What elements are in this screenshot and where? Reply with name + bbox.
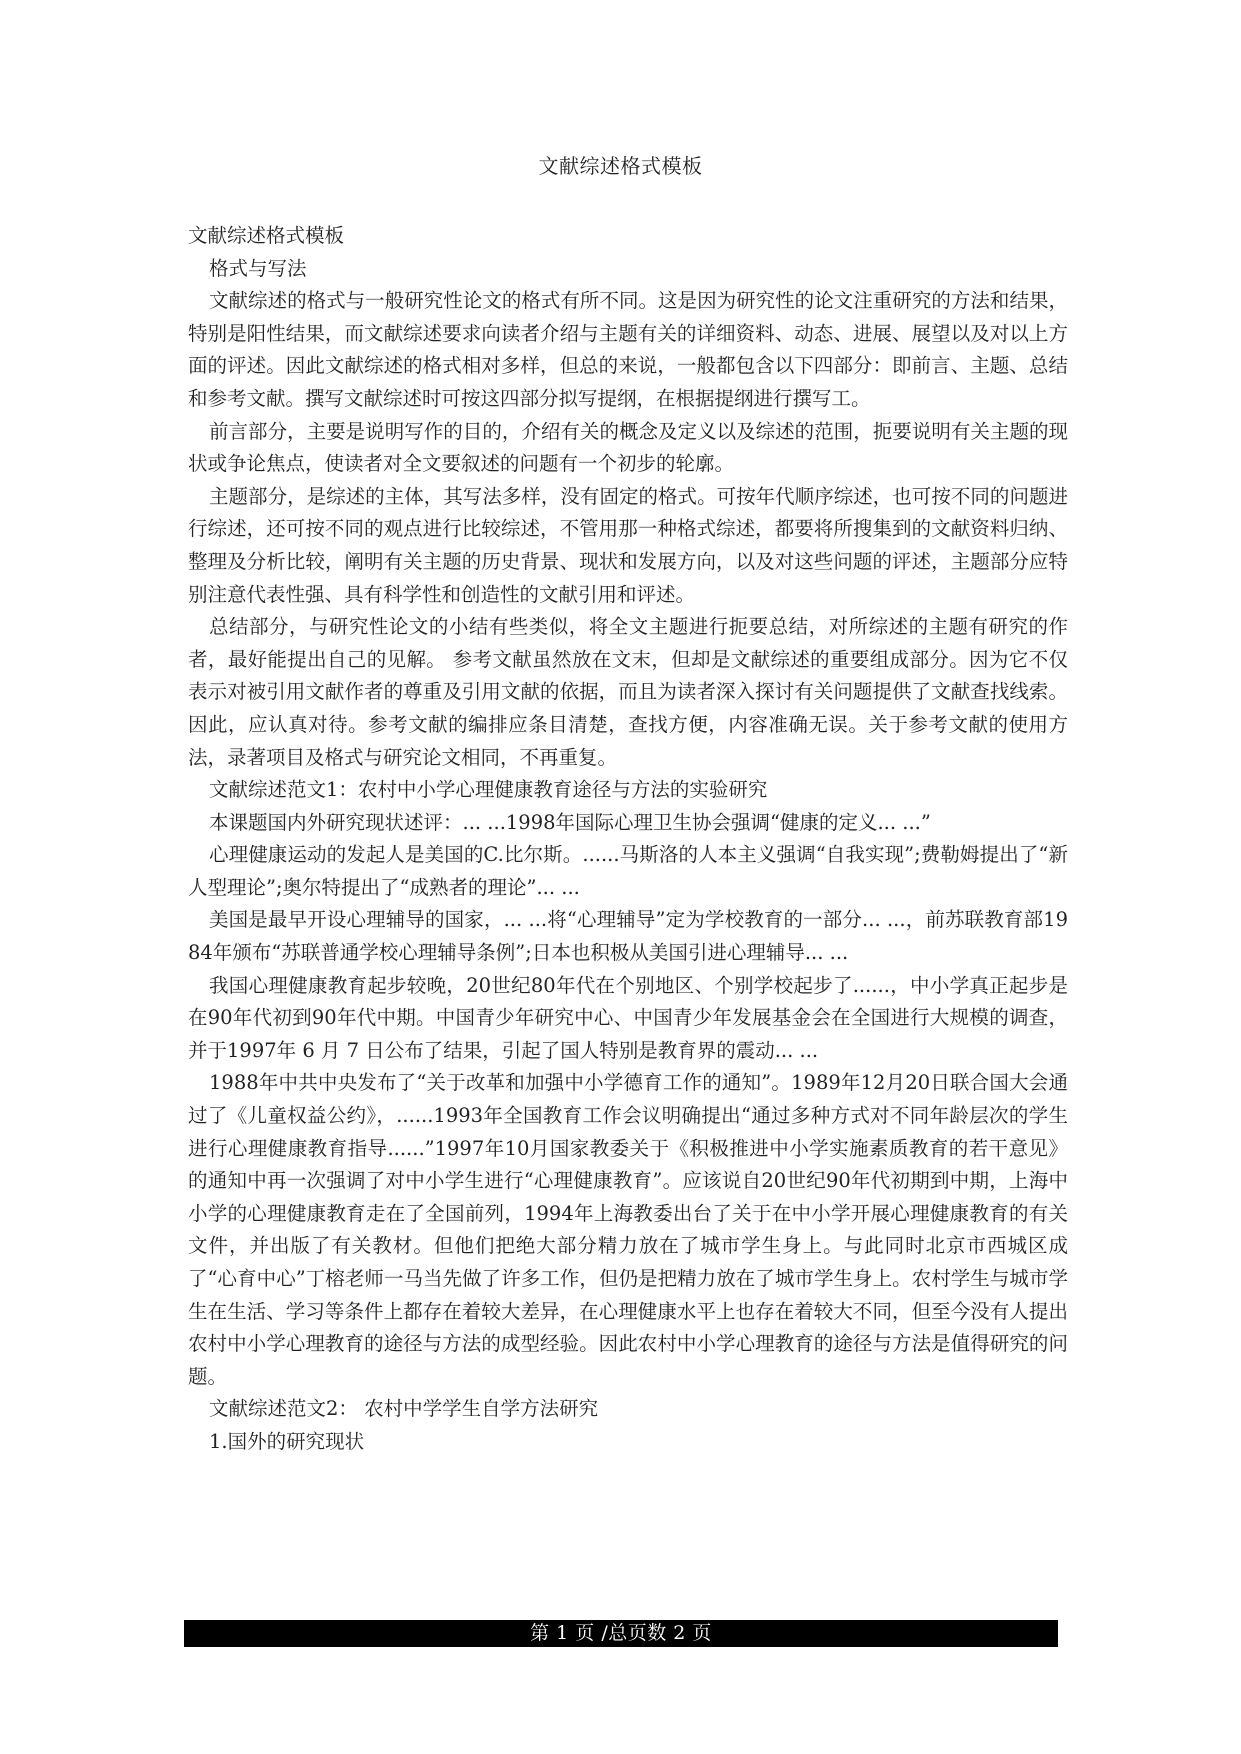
page-footer [184, 1620, 1058, 1647]
paragraph: 美国是最早开设心理辅导的国家，... ...将“心理辅导”定为学校教育的一部分... ...，前苏联教育部1984年颁布“苏联普通学校心理辅导条例”;日本也积极从美国引进心理辅导... ... [188, 908, 1068, 965]
paragraph: 主题部分，是综述的主体，其写法多样，没有固定的格式。可按年代顺序综述，也可按不同的问题进行综述，还可按不同的观点进行比较综述，不管用那一种格式综述，都要将所搜集到的文献资料归纳、整理及分析比较，阐明有关主题的历史背景、现状和发展方向，以及对这些问题的评述，主题部分应特别注意代表性强、具有科学性和创造性的文献引用和评述。 [188, 484, 1068, 606]
paragraph: 心理健康运动的发起人是美国的C.比尔斯。......马斯洛的人本主义强调“自我实现”;费勒姆提出了“新人型理论”;奥尔特提出了“成熟者的理论”... ... [188, 843, 1068, 899]
paragraph: 1988年中共中央发布了“关于改革和加强中小学德育工作的通知”。1989年12月20日联合国大会通过了《儿童权益公约》，......1993年全国教育工作会议明确提出“通过多种方式对不同年龄层次的学生进行心理健康教育指导......”1997年10月国家教委关于《积极推进中小学实施素质教育的若干意见》的通知中再一次强调了对中小学生进行“心理健康教育”。应该说自20世纪90年代初期到中期，上海中小学的心理健康教育走在了全国前列，1994年上海教委出台了关于在中小学开展心理健康教育的有关文件，并出版了有关教材。但他们把绝大部分精力放在了城市学生身上。与此同时北京市西城区成了“心育中心”丁榕老师一马当先做了许多工作，但仍是把精力放在了城市学生身上。农村学生与城市学生在生活、学习等条件上都存在着较大差异，在心理健康水平上也存在着较大不同，但至今没有人提出农村中小学心理教育的途径与方法的成型经验。因此农村中小学心理教育的途径与方法是值得研究的问题。 [188, 1071, 1068, 1388]
paragraph-example-title: 文献综述范文1：农村中小学心理健康教育途径与方法的实验研究 [209, 778, 768, 802]
paragraph: 我国心理健康教育起步较晚，20世纪80年代在个别地区、个别学校起步了......，中小学真正起步是在90年代初到90年代中期。中国青少年研究中心、中国青少年发展基金会在全国进行大规模的调查，并于1997年 6 月 7 日公布了结果，引起了国人特别是教育界的震动... ... [188, 973, 1068, 1062]
paragraph-heading: 文献综述格式模板 [188, 224, 345, 247]
document-title: 文献综述格式模板 [538, 154, 703, 178]
document-body [188, 220, 1068, 1459]
paragraph-example-title: 文献综述范文2： 农村中学学生自学方法研究 [209, 1397, 599, 1421]
paragraph-section-heading: 1.国外的研究现状 [209, 1429, 365, 1453]
paragraph: 前言部分，主要是说明写作的目的，介绍有关的概念及定义以及综述的范围，扼要说明有关主题的现状或争论焦点，使读者对全文要叙述的问题有一个初步的轮廓。 [188, 419, 1068, 476]
paragraph: 总结部分，与研究性论文的小结有些类似，将全文主题进行扼要总结，对所综述的主题有研究的作者，最好能提出自己的见解。 参考文献虽然放在文末，但却是文献综述的重要组成部分。因为它不仅表示对被引用文献作者的尊重及引用文献的依据，而且为读者深入探讨有关问题提供了文献查找线索。因此，应认真对待。参考文献的编排应条目清楚，查找方便，内容准确无误。关于参考文献的使用方法，录著项目及格式与研究论文相同，不再重复。 [188, 615, 1068, 769]
paragraph-subheading: 格式与写法 [209, 256, 307, 280]
paragraph: 文献综述的格式与一般研究性论文的格式有所不同。这是因为研究性的论文注重研究的方法和结果，特别是阳性结果，而文献综述要求向读者介绍与主题有关的详细资料、动态、进展、展望以及对以上方面的评述。因此文献综述的格式相对多样，但总的来说，一般都包含以下四部分：即前言、主题、总结和参考文献。撰写文献综述时可按这四部分拟写提纲，在根据提纲进行撰写工。 [188, 289, 1068, 410]
page-number-label: 第 1 页 /总页数 2 页 [530, 1622, 712, 1644]
paragraph: 本课题国内外研究现状述评：... ...1998年国际心理卫生协会强调“健康的定义... ...” [209, 810, 931, 834]
